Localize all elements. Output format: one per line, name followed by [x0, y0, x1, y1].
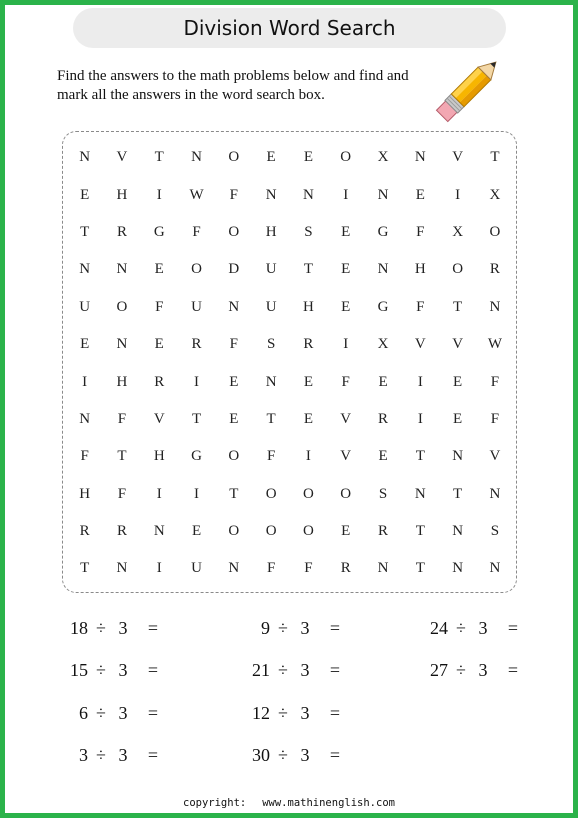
- grid-letter[interactable]: N: [377, 261, 389, 278]
- grid-letter[interactable]: G: [191, 448, 202, 465]
- dividend: 15: [70, 660, 88, 680]
- grid-letter[interactable]: I: [156, 485, 162, 502]
- division-sign: ÷: [278, 703, 288, 723]
- grid-letter[interactable]: V: [452, 149, 464, 166]
- grid-letter[interactable]: O: [116, 298, 128, 315]
- grid-letter[interactable]: E: [266, 149, 276, 166]
- grid-letter[interactable]: N: [79, 261, 91, 278]
- grid-letter[interactable]: F: [117, 410, 127, 427]
- grid-letter[interactable]: D: [228, 261, 240, 278]
- grid-letter[interactable]: F: [229, 336, 238, 353]
- grid-letter[interactable]: V: [452, 336, 464, 353]
- grid-letter[interactable]: E: [341, 261, 351, 278]
- division-sign: ÷: [96, 660, 106, 680]
- grid-letter[interactable]: R: [340, 560, 351, 577]
- dividend: 27: [430, 660, 448, 680]
- grid-letter[interactable]: X: [489, 186, 501, 203]
- grid-letter[interactable]: F: [416, 298, 425, 315]
- grid-letter[interactable]: I: [194, 373, 200, 390]
- grid-letter[interactable]: O: [489, 223, 501, 240]
- divisor: 3: [478, 618, 488, 638]
- grid-letter[interactable]: N: [116, 560, 128, 577]
- grid-letter[interactable]: G: [153, 223, 165, 240]
- grid-letter[interactable]: R: [116, 523, 127, 540]
- equals-sign: =: [507, 660, 518, 680]
- grid-letter[interactable]: O: [228, 149, 240, 166]
- grid-letter[interactable]: G: [377, 223, 389, 240]
- grid-letter[interactable]: X: [452, 223, 464, 240]
- grid-letter[interactable]: N: [303, 186, 314, 203]
- grid-letter[interactable]: R: [489, 261, 500, 278]
- grid-letter[interactable]: F: [266, 560, 276, 577]
- dividend: 3: [79, 745, 88, 765]
- divisor: 3: [118, 703, 128, 723]
- grid-letter[interactable]: N: [79, 149, 91, 166]
- divisor: 3: [300, 660, 310, 680]
- grid-letter[interactable]: T: [303, 261, 314, 278]
- grid-letter[interactable]: N: [116, 336, 128, 353]
- grid-letter[interactable]: T: [415, 523, 425, 540]
- grid-letter[interactable]: R: [154, 373, 165, 390]
- grid-letter[interactable]: U: [79, 298, 91, 315]
- dividend: 9: [261, 618, 270, 638]
- grid-letter[interactable]: I: [455, 186, 461, 203]
- grid-letter[interactable]: F: [192, 223, 201, 240]
- grid-letter[interactable]: T: [490, 149, 500, 166]
- grid-letter[interactable]: O: [265, 485, 277, 502]
- grid-letter[interactable]: F: [490, 410, 500, 427]
- grid-letter[interactable]: O: [340, 149, 352, 166]
- grid-letter[interactable]: I: [343, 336, 349, 353]
- grid-letter[interactable]: R: [116, 223, 127, 240]
- grid-letter[interactable]: N: [414, 485, 426, 502]
- word-search-grid: [66, 139, 514, 588]
- grid-letter[interactable]: F: [229, 186, 238, 203]
- grid-letter[interactable]: T: [453, 485, 463, 502]
- grid-letter[interactable]: T: [415, 560, 425, 577]
- divisor: 3: [118, 660, 128, 680]
- grid-letter[interactable]: S: [266, 336, 276, 353]
- grid-letter[interactable]: T: [415, 448, 425, 465]
- grid-letter[interactable]: H: [116, 186, 128, 203]
- grid-letter[interactable]: I: [156, 186, 162, 203]
- copyright-site: www.mathinenglish.com: [262, 797, 395, 809]
- grid-letter[interactable]: V: [116, 149, 128, 166]
- grid-letter[interactable]: N: [489, 298, 501, 315]
- grid-letter[interactable]: R: [191, 336, 202, 353]
- grid-letter[interactable]: S: [378, 485, 388, 502]
- grid-letter[interactable]: X: [377, 336, 389, 353]
- grid-letter[interactable]: O: [303, 523, 314, 540]
- grid-letter[interactable]: I: [194, 485, 200, 502]
- grid-letter[interactable]: U: [265, 261, 277, 278]
- grid-letter[interactable]: F: [80, 448, 89, 465]
- division-sign: ÷: [278, 660, 288, 680]
- grid-letter[interactable]: T: [80, 223, 90, 240]
- grid-letter[interactable]: N: [228, 560, 240, 577]
- grid-letter[interactable]: W: [189, 186, 204, 203]
- division-sign: ÷: [96, 703, 106, 723]
- grid-letter[interactable]: E: [303, 373, 314, 390]
- divisor: 3: [478, 660, 488, 680]
- grid-letter[interactable]: H: [153, 448, 165, 465]
- grid-letter[interactable]: N: [191, 149, 202, 166]
- grid-letter[interactable]: E: [303, 410, 314, 427]
- grid-letter[interactable]: R: [378, 523, 389, 540]
- grid-letter[interactable]: G: [377, 298, 389, 315]
- grid-letter[interactable]: R: [79, 523, 90, 540]
- dividend: 12: [252, 703, 270, 723]
- grid-letter[interactable]: T: [154, 149, 164, 166]
- dividend: 21: [252, 660, 270, 680]
- grid-letter[interactable]: F: [266, 448, 276, 465]
- grid-letter[interactable]: I: [305, 448, 311, 465]
- dividend: 24: [430, 618, 448, 638]
- grid-letter[interactable]: O: [265, 523, 277, 540]
- grid-letter[interactable]: E: [341, 298, 351, 315]
- division-sign: ÷: [278, 745, 288, 765]
- division-sign: ÷: [456, 618, 466, 638]
- grid-letter[interactable]: E: [341, 223, 351, 240]
- grid-letter[interactable]: T: [229, 485, 239, 502]
- dividend: 6: [79, 703, 88, 723]
- grid-letter[interactable]: T: [117, 448, 127, 465]
- grid-letter[interactable]: N: [153, 523, 165, 540]
- grid-letter[interactable]: I: [82, 373, 88, 390]
- grid-letter[interactable]: H: [116, 373, 128, 390]
- grid-letter[interactable]: N: [452, 523, 464, 540]
- grid-letter[interactable]: E: [378, 373, 388, 390]
- grid-letter[interactable]: N: [265, 186, 277, 203]
- equals-sign: =: [147, 618, 158, 638]
- equals-sign: =: [329, 745, 340, 765]
- grid-letter[interactable]: O: [228, 523, 240, 540]
- grid-letter[interactable]: I: [156, 560, 162, 577]
- divisor: 3: [118, 618, 128, 638]
- dividend: 30: [252, 745, 270, 765]
- grid-letter[interactable]: F: [117, 485, 127, 502]
- grid-letter[interactable]: T: [80, 560, 90, 577]
- grid-letter[interactable]: V: [340, 410, 352, 427]
- grid-letter[interactable]: E: [415, 186, 425, 203]
- equals-sign: =: [507, 618, 518, 638]
- grid-letter[interactable]: N: [116, 261, 128, 278]
- grid-letter[interactable]: N: [265, 373, 277, 390]
- grid-letter[interactable]: E: [341, 523, 351, 540]
- grid-letter[interactable]: O: [191, 261, 202, 278]
- grid-letter[interactable]: U: [191, 560, 202, 577]
- equals-sign: =: [329, 703, 340, 723]
- grid-letter[interactable]: H: [303, 298, 314, 315]
- grid-letter[interactable]: F: [490, 373, 500, 390]
- grid-letter[interactable]: W: [487, 336, 502, 353]
- division-sign: ÷: [96, 618, 106, 638]
- grid-letter[interactable]: V: [340, 448, 352, 465]
- grid-letter[interactable]: E: [80, 186, 90, 203]
- footer: [0, 797, 578, 809]
- grid-letter[interactable]: I: [417, 410, 423, 427]
- grid-letter[interactable]: N: [228, 298, 240, 315]
- division-sign: ÷: [456, 660, 466, 680]
- division-sign: ÷: [278, 618, 288, 638]
- grid-letter[interactable]: H: [79, 485, 91, 502]
- pencil-icon: [428, 50, 510, 128]
- grid-letter[interactable]: X: [377, 149, 389, 166]
- grid-letter[interactable]: I: [343, 186, 349, 203]
- grid-letter[interactable]: N: [452, 560, 464, 577]
- equals-sign: =: [147, 703, 158, 723]
- equals-sign: =: [147, 660, 158, 680]
- grid-letter[interactable]: R: [303, 336, 314, 353]
- grid-letter[interactable]: T: [266, 410, 276, 427]
- copyright-label: copyright:: [183, 797, 247, 809]
- grid-letter[interactable]: V: [153, 410, 165, 427]
- grid-letter[interactable]: O: [228, 448, 240, 465]
- grid-letter[interactable]: E: [229, 373, 239, 390]
- page-title-text: Division Word Search: [183, 16, 396, 40]
- grid-letter[interactable]: O: [228, 223, 240, 240]
- grid-letter[interactable]: R: [378, 410, 389, 427]
- page-title: [73, 8, 506, 48]
- grid-letter[interactable]: N: [79, 410, 91, 427]
- divisor: 3: [118, 745, 128, 765]
- grid-letter[interactable]: F: [416, 223, 425, 240]
- grid-letter[interactable]: E: [229, 410, 239, 427]
- grid-letter[interactable]: H: [265, 223, 277, 240]
- division-sign: ÷: [96, 745, 106, 765]
- dividend: 18: [70, 618, 88, 638]
- grid-letter[interactable]: E: [453, 373, 463, 390]
- grid-letter[interactable]: I: [417, 373, 423, 390]
- grid-letter[interactable]: S: [490, 523, 500, 540]
- grid-letter[interactable]: T: [191, 410, 202, 427]
- grid-letter[interactable]: N: [489, 560, 501, 577]
- divisor: 3: [300, 618, 310, 638]
- grid-letter[interactable]: T: [453, 298, 463, 315]
- equals-sign: =: [329, 618, 340, 638]
- grid-letter[interactable]: E: [154, 261, 164, 278]
- grid-letter[interactable]: F: [304, 560, 313, 577]
- grid-letter[interactable]: E: [453, 410, 463, 427]
- grid-letter[interactable]: N: [414, 149, 426, 166]
- divisor: 3: [300, 745, 310, 765]
- grid-letter[interactable]: S: [304, 223, 313, 240]
- grid-letter[interactable]: U: [265, 298, 277, 315]
- grid-letter[interactable]: N: [377, 560, 389, 577]
- grid-letter[interactable]: O: [452, 261, 464, 278]
- grid-letter[interactable]: E: [80, 336, 90, 353]
- grid-letter[interactable]: O: [303, 485, 314, 502]
- grid-letter[interactable]: F: [155, 298, 164, 315]
- divisor: 3: [300, 703, 310, 723]
- grid-letter[interactable]: U: [191, 298, 202, 315]
- grid-letter[interactable]: O: [340, 485, 352, 502]
- grid-letter[interactable]: E: [303, 149, 314, 166]
- grid-letter[interactable]: E: [154, 336, 164, 353]
- grid-letter[interactable]: N: [489, 485, 501, 502]
- grid-letter[interactable]: N: [377, 186, 389, 203]
- grid-letter[interactable]: H: [414, 261, 426, 278]
- grid-letter[interactable]: V: [489, 448, 501, 465]
- equals-sign: =: [147, 745, 158, 765]
- grid-letter[interactable]: F: [341, 373, 350, 390]
- grid-letter[interactable]: N: [452, 448, 464, 465]
- grid-letter[interactable]: E: [191, 523, 202, 540]
- equals-sign: =: [329, 660, 340, 680]
- grid-letter[interactable]: E: [378, 448, 388, 465]
- grid-letter[interactable]: V: [414, 336, 426, 353]
- instructions: Find the answers to the math problems below and find and mark all the answers in the word search box.: [57, 68, 409, 103]
